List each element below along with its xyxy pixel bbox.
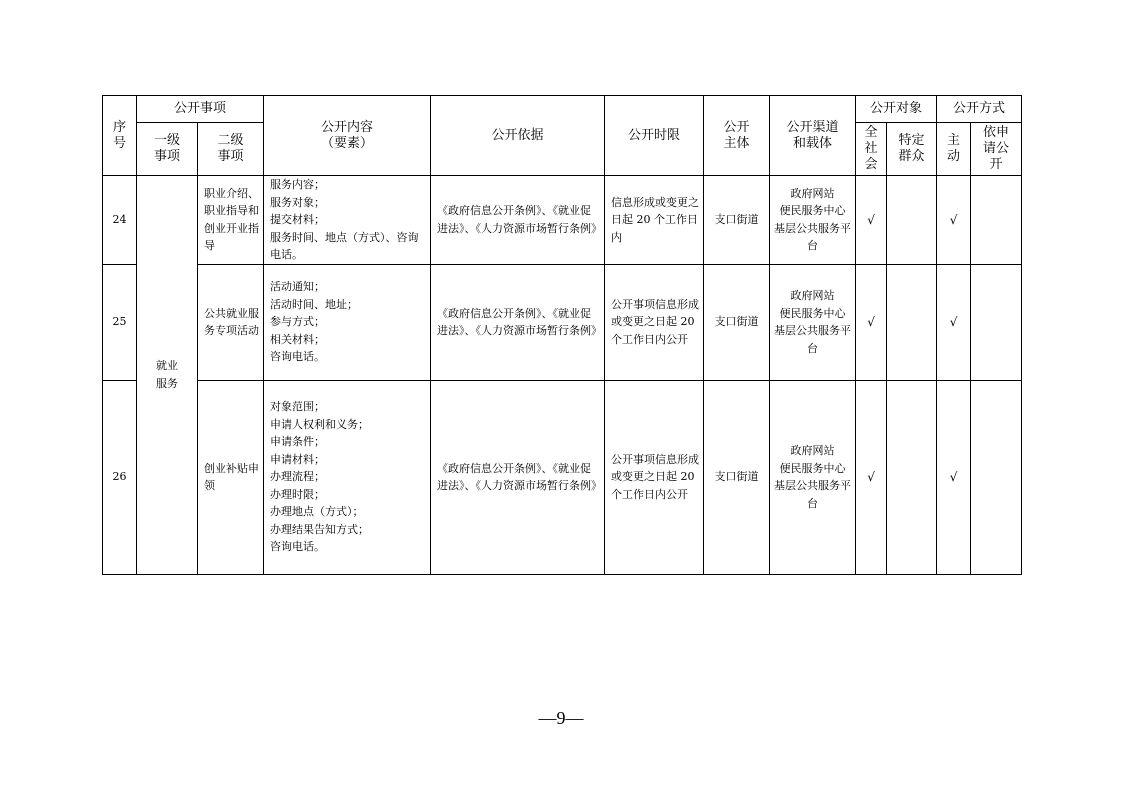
header-seq xyxy=(103,96,137,176)
header-method-active xyxy=(937,123,971,176)
header-basis: 公开依据 xyxy=(431,96,605,176)
header-target-group: 公开对象 xyxy=(856,96,937,123)
row-level2: 公共就业服务专项活动 xyxy=(198,264,264,380)
header-level1-text: 一级事项 xyxy=(153,133,180,164)
header-method-group: 公开方式 xyxy=(937,96,1022,123)
row-level2: 创业补贴申领 xyxy=(198,380,264,574)
header-target-specific-text: 特定群众 xyxy=(898,133,925,164)
header-channel-text: 公开渠道和载体 xyxy=(786,119,839,151)
row-channel: 政府网站 便民服务中心 基层公共服务平台 xyxy=(770,264,856,380)
row-target-specific-check xyxy=(887,176,937,265)
header-level1 xyxy=(137,123,198,176)
row-seq: 24 xyxy=(103,176,137,265)
table-row xyxy=(103,176,1022,265)
level1-merged-cell xyxy=(137,176,198,575)
row-level2: 职业介绍、职业指导和创业开业指导 xyxy=(198,176,264,265)
header-level2-text: 二级事项 xyxy=(217,133,244,164)
row-target-all-check: √ xyxy=(856,264,887,380)
row-target-specific-check xyxy=(887,380,937,574)
row-basis: 《政府信息公开条例》、《就业促进法》、《人力资源市场暂行条例》 xyxy=(431,176,605,265)
row-method-request-check xyxy=(971,176,1022,265)
row-content: 活动通知； 活动时间、地址； 参与方式； 相关材料； 咨询电话。 xyxy=(264,264,431,380)
row-time-limit: 公开事项信息形成或变更之日起 20 个工作日内公开 xyxy=(605,264,704,380)
header-level2 xyxy=(198,123,264,176)
header-seq-text: 序号 xyxy=(112,119,126,151)
row-seq: 26 xyxy=(103,380,137,574)
row-channel: 政府网站 便民服务中心 基层公共服务平台 xyxy=(770,176,856,265)
row-time-limit: 公开事项信息形成或变更之日起 20 个工作日内公开 xyxy=(605,380,704,574)
header-method-active-text: 主动 xyxy=(947,133,961,164)
header-method-request-text: 依申请公开 xyxy=(983,125,1010,172)
header-target-specific xyxy=(887,123,937,176)
row-method-active-check: √ xyxy=(937,380,971,574)
header-target-all-text: 全社会 xyxy=(864,125,878,172)
level1-merged-text: 就业服务 xyxy=(156,358,178,390)
row-subject: 支口街道 xyxy=(704,380,770,574)
row-target-all-check: √ xyxy=(856,176,887,265)
header-target-all xyxy=(856,123,887,176)
row-content: 服务内容； 服务对象； 提交材料； 服务时间、地点（方式）、咨询电话。 xyxy=(264,176,431,265)
row-subject: 支口街道 xyxy=(704,264,770,380)
row-method-active-check: √ xyxy=(937,264,971,380)
row-target-all-check: √ xyxy=(856,380,887,574)
row-channel: 政府网站 便民服务中心 基层公共服务平台 xyxy=(770,380,856,574)
header-channel xyxy=(770,96,856,176)
header-content: 公开内容 （要素） xyxy=(264,96,431,176)
row-content: 对象范围； 申请人权利和义务； 申请条件； 申请材料； 办理流程； 办理时限； 办理地点（方式）； 办理结果告知方式； 咨询电话。 xyxy=(264,380,431,574)
row-subject: 支口街道 xyxy=(704,176,770,265)
header-time-limit: 公开时限 xyxy=(605,96,704,176)
row-seq: 25 xyxy=(103,264,137,380)
row-method-request-check xyxy=(971,264,1022,380)
header-subject-text: 公开主体 xyxy=(723,119,750,151)
page-number: —9— xyxy=(538,708,584,728)
header-subject xyxy=(704,96,770,176)
table-row xyxy=(103,380,1022,574)
row-method-active-check: √ xyxy=(937,176,971,265)
table-row xyxy=(103,264,1022,380)
row-basis: 《政府信息公开条例》、《就业促进法》、《人力资源市场暂行条例》 xyxy=(431,380,605,574)
disclosure-table xyxy=(102,95,1022,575)
header-method-request xyxy=(971,123,1022,176)
row-method-request-check xyxy=(971,380,1022,574)
row-target-specific-check xyxy=(887,264,937,380)
row-basis: 《政府信息公开条例》、《就业促进法》、《人力资源市场暂行条例》 xyxy=(431,264,605,380)
row-time-limit: 信息形成或变更之日起 20 个工作日内 xyxy=(605,176,704,265)
header-items-group: 公开事项 xyxy=(137,96,264,123)
